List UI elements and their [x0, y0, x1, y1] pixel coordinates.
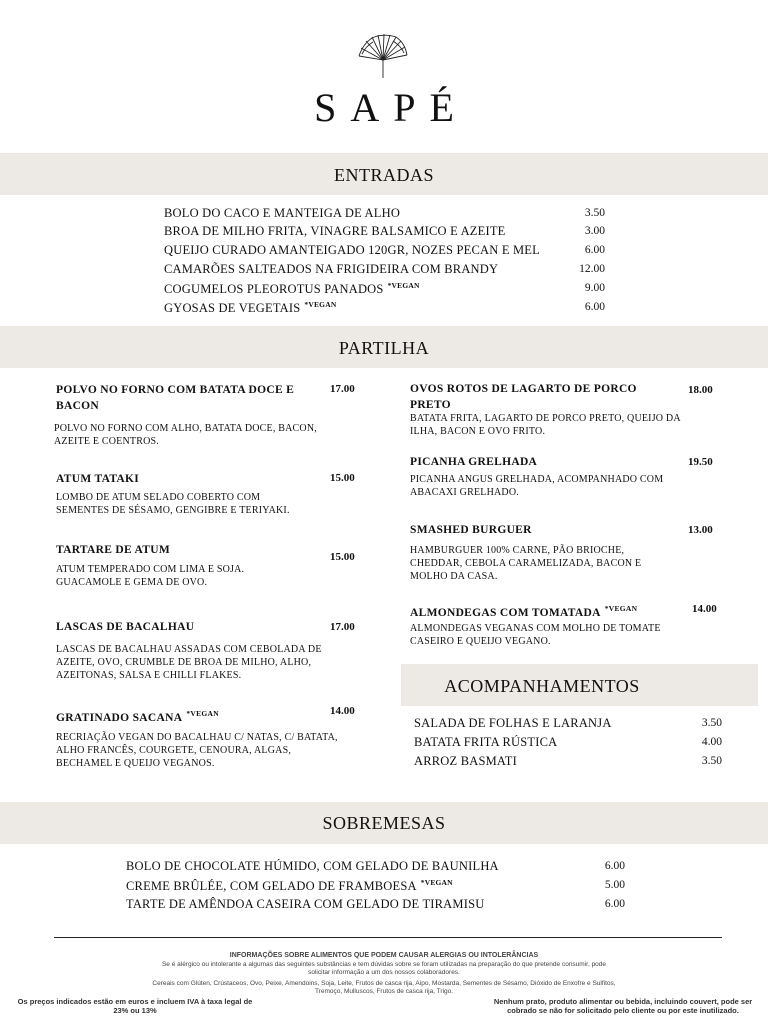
dish-title: ATUM TATAKI: [56, 473, 140, 485]
vegan-tag: *VEGAN: [186, 709, 219, 718]
entrada-item: [164, 300, 336, 316]
entrada-item-price: 9.00: [584, 282, 605, 294]
allergy-info-title: INFORMAÇÕES SOBRE ALIMENTOS QUE PODEM CAUSAR ALERGIAS OU INTOLERÂNCIAS: [229, 952, 539, 959]
dish-title: LASCAS DE BACALHAU: [56, 621, 195, 633]
side-item-name: BATATA FRITA RÚSTICA: [414, 735, 558, 749]
vat-notice: Os preços indicados estão em euros e incluem IVA à taxa legal de: [17, 997, 253, 1006]
brand-name: SAPÉ: [314, 85, 468, 130]
vegan-tag: *VEGAN: [387, 281, 420, 290]
couvert-notice: cobrado se não for solicitado pelo cliente ou por este inutilizado.: [507, 1006, 739, 1015]
dish-description: LASCAS DE BACALHAU ASSADAS COM CEBOLADA DE AZEITE, OVO, CRUMBLE DE BROA DE MILHO, ALHO, AZEITONAS, SALSA E CHILLI FLAKES.: [56, 644, 322, 681]
side-item-name: ARROZ BASMATI: [414, 754, 517, 768]
entrada-item-price: 6.00: [584, 301, 605, 313]
allergy-info-text: solicitar informação a um dos nossos colaboradores.: [308, 969, 460, 976]
allergy-info-text: Se é alérgico ou intolerante a algumas das seguintes substâncias e tem dúvidas sobre se foram utilizadas na preparação do que pretende consumir, pode: [161, 961, 607, 968]
entrada-item-price: 3.00: [584, 225, 605, 237]
dish-price: 15.00: [330, 472, 355, 484]
allergen-list: Cereais com Glúten, Crústaceos, Ovo, Peixe, Amendoins, Soja, Leite, Frutos de casca rija, Aipo, Mostarda, Sementes de Sésamo, Dióxido de Enxofre e Sulfitos,: [152, 980, 616, 987]
dish-title: ALMONDEGAS COM TOMATADA: [410, 607, 601, 619]
side-item-name: SALADA DE FOLHAS E LARANJA: [414, 716, 612, 730]
dish-price: 13.00: [688, 524, 713, 536]
dish-title: PICANHA GRELHADA: [410, 456, 538, 468]
vegan-tag: *VEGAN: [420, 878, 453, 887]
entrada-item-name: GYOSAS DE VEGETAIS: [164, 301, 301, 315]
entrada-item-price: 3.50: [584, 207, 605, 219]
dish-description: RECRIAÇÃO VEGAN DO BACALHAU C/ NATAS, C/ BATATA, ALHO FRANCÊS, COURGETE, CENOURA, ALGAS, BECHAMEL E QUEIJO VEGANOS.: [56, 732, 338, 769]
dessert-item: [126, 878, 453, 894]
couvert-notice: Nenhum prato, produto alimentar ou bebida, incluindo couvert, pode ser: [493, 997, 753, 1006]
allergen-list: Tremoço, Mulluscos, Frutos de casca rija, Trigo.: [314, 988, 454, 995]
side-item-price: 3.50: [701, 755, 722, 767]
dish-description: ATUM TEMPERADO COM LIMA E SOJA. GUACAMOLE E GEMA DE OVO.: [56, 564, 245, 588]
dish-description: POLVO NO FORNO COM ALHO, BATATA DOCE, BACON, AZEITE E COENTROS.: [54, 423, 317, 447]
dish-title: SMASHED BURGUER: [410, 524, 532, 536]
dish-title: POLVO NO FORNO COM BATATA DOCE E BACON: [56, 384, 295, 412]
acompanhamentos-title: ACOMPANHAMENTOS: [444, 676, 640, 696]
vegan-tag: *VEGAN: [304, 300, 337, 309]
dish-title-row: [56, 706, 316, 726]
dish-price: 15.00: [330, 551, 355, 563]
partilha-title: PARTILHA: [338, 338, 430, 358]
dessert-item-name: TARTE DE AMÊNDOA CASEIRA COM GELADO DE TIRAMISU: [126, 897, 485, 911]
dish-price: 18.00: [688, 384, 713, 396]
entrada-item-name: CAMARÕES SALTEADOS NA FRIGIDEIRA COM BRANDY: [164, 262, 499, 276]
dish-title-row: [410, 601, 690, 621]
entrada-item-name: BROA DE MILHO FRITA, VINAGRE BALSAMICO E AZEITE: [164, 224, 506, 238]
dish-price: 14.00: [692, 603, 717, 615]
dish-title: OVOS ROTOS DE LAGARTO DE PORCO PRETO: [410, 383, 637, 411]
side-item-price: 3.50: [701, 717, 722, 729]
dish-title: GRATINADO SACANA: [56, 712, 183, 724]
dish-price: 19.50: [688, 456, 713, 468]
palm-logo-icon: [355, 34, 411, 82]
dish-description: PICANHA ANGUS GRELHADA, ACOMPANHADO COM ABACAXI GRELHADO.: [410, 474, 664, 498]
dish-price: 14.00: [330, 705, 355, 717]
dessert-item-price: 6.00: [604, 860, 625, 872]
vat-notice: 23% ou 13%: [113, 1006, 157, 1015]
dessert-item-name: BOLO DE CHOCOLATE HÚMIDO, COM GELADO DE BAUNILHA: [126, 859, 499, 873]
vegan-tag: *VEGAN: [604, 604, 638, 613]
entrada-item: [164, 281, 420, 297]
dish-description: LOMBO DE ATUM SELADO COBERTO COM SEMENTES DE SÉSAMO, GENGIBRE E TERIYAKI.: [56, 492, 290, 516]
entrada-item-price: 12.00: [579, 263, 605, 275]
dish-title: TARTARE DE ATUM: [56, 544, 170, 556]
footer-divider: [54, 937, 722, 938]
entrada-item-name: QUEIJO CURADO AMANTEIGADO 120GR, NOZES PECAN E MEL: [164, 243, 540, 257]
dessert-item-price: 6.00: [604, 898, 625, 910]
side-item-price: 4.00: [701, 736, 722, 748]
dish-price: 17.00: [330, 621, 355, 633]
sobremesas-title: SOBREMESAS: [322, 813, 446, 833]
entrada-item-name: BOLO DO CACO E MANTEIGA DE ALHO: [164, 206, 401, 220]
dish-description: ALMONDEGAS VEGANAS COM MOLHO DE TOMATE CASEIRO E QUEIJO VEGANO.: [410, 623, 661, 647]
entradas-title: ENTRADAS: [333, 165, 434, 185]
entrada-item-price: 6.00: [584, 244, 605, 256]
entrada-item-name: COGUMELOS PLEOROTUS PANADOS: [164, 282, 384, 296]
dish-price: 17.00: [330, 383, 355, 395]
dessert-item-name: CREME BRÛLÉE, COM GELADO DE FRAMBOESA: [126, 879, 417, 893]
dish-description: BATATA FRITA, LAGARTO DE PORCO PRETO, QUEIJO DA ILHA, BACON E OVO FRITO.: [410, 413, 681, 437]
dessert-item-price: 5.00: [604, 879, 625, 891]
dish-description: HAMBURGUER 100% CARNE, PÃO BRIOCHE, CHEDDAR, CEBOLA CARAMELIZADA, BACON E MOLHO DA CASA.: [410, 545, 642, 582]
